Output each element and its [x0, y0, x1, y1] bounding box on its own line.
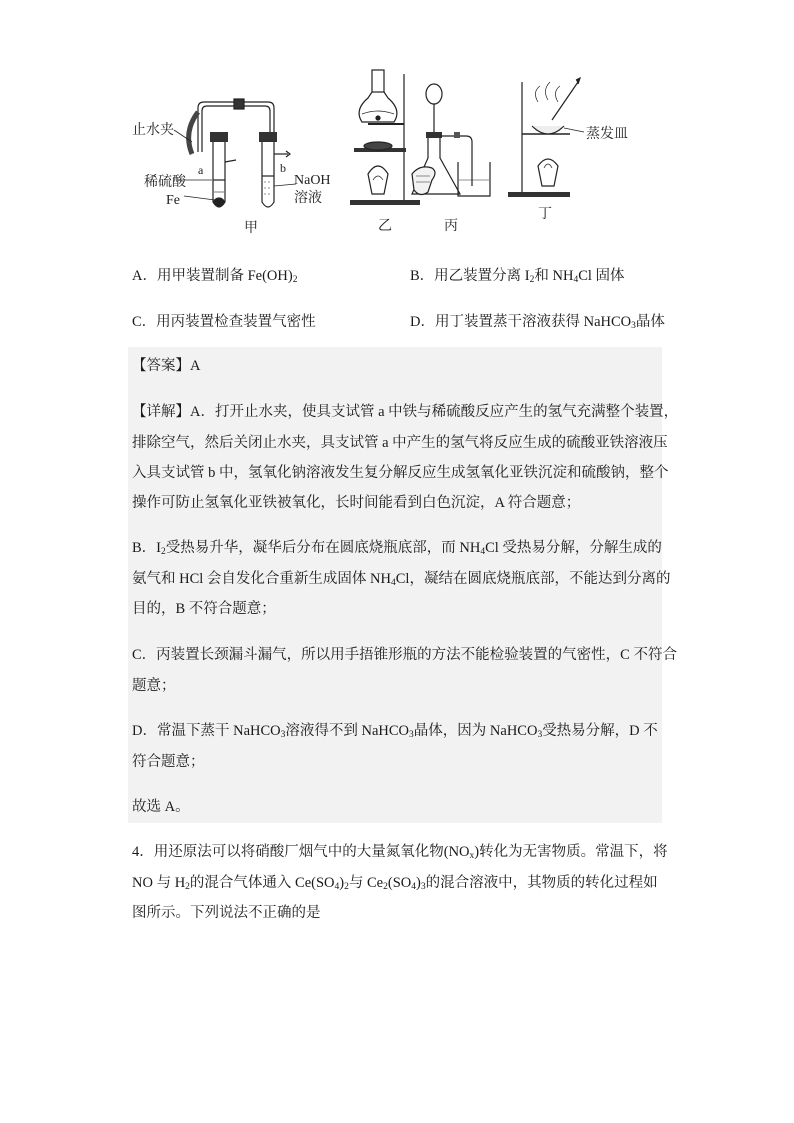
label-clamp: 止水夹: [132, 123, 174, 138]
q4-sub-1: x: [469, 851, 475, 861]
q4-sub-5: 2: [383, 882, 388, 892]
option-b-sub1: 2: [529, 275, 535, 285]
detail-line-3: 入具支试管 b 中，氢氧化钠溶液发生复分解反应生成氢氧化亚铁沉淀和硫酸钠，整个: [132, 465, 669, 481]
detail-line-2: 排除空气，然后关闭止水夹，具支试管 a 中产生的氢气将反应生成的硫酸亚铁溶液压: [132, 435, 668, 451]
q4-text-5: ): [339, 875, 345, 891]
label-acid: 稀硫酸: [144, 175, 186, 190]
b-sub-2: 4: [480, 547, 486, 557]
label-iron: Fe: [166, 193, 180, 208]
apparatus-jia: [189, 99, 290, 207]
b-sub-3: 4: [391, 578, 396, 588]
q4-sub-4: 2: [344, 882, 349, 892]
label-dish: 蒸发皿: [586, 127, 628, 142]
b-text-3: Cl 受热易分解，分解生成的: [485, 540, 662, 556]
b-text-1: B．I: [132, 540, 161, 556]
option-c: [132, 312, 316, 332]
question4-line-1: [132, 842, 668, 862]
label-ding: 丁: [538, 207, 552, 222]
conclusion: 故选 A。: [132, 799, 190, 815]
apparatus-diagram: [128, 62, 668, 242]
detail-c-line-1: C．丙装置长颈漏斗漏气，所以用手捂锥形瓶的方法不能检验装置的气密性，C 不符合: [132, 647, 677, 663]
d-sub-3: 3: [537, 730, 543, 740]
q4-text-4: 的混合气体通入 Ce(SO: [189, 875, 335, 891]
apparatus-ding: [508, 78, 584, 197]
detail-b-line-1: [132, 538, 662, 558]
q4-text-7: (SO: [387, 875, 412, 891]
option-c-text: C．用丙装置检查装置气密性: [132, 314, 316, 330]
label-yi: 乙: [378, 219, 392, 234]
q4-text-1: 4．用还原法可以将硝酸厂烟气中的大量氮氧化物(NO: [132, 844, 470, 860]
apparatus-figure: [128, 62, 668, 242]
label-jia: 甲: [244, 221, 258, 236]
b-text-4: 氨气和 HCl 会自发化合重新生成固体 NH: [132, 571, 391, 587]
q4-text-9: 的混合溶液中，其物质的转化过程如: [425, 875, 658, 891]
option-d: [410, 312, 665, 332]
detail-b-line-3: 目的，B 不符合题意；: [132, 601, 276, 617]
q4-text-2: )转化为无害物质。常温下，将: [474, 844, 668, 860]
label-solution: 溶液: [294, 191, 322, 206]
q4-sub-7: 3: [420, 882, 426, 892]
answer-label: 【答案】A: [132, 358, 201, 374]
detail-line-4: 操作可防止氢氧化亚铁被氧化，长时间能看到白色沉淀，A 符合题意；: [132, 495, 581, 511]
option-b-sub2: 4: [573, 275, 579, 285]
q4-text-8: ): [415, 875, 421, 891]
option-b-mid: 和 NH: [534, 268, 574, 284]
question4-line-2: [132, 873, 658, 893]
q4-text-3: NO 与 H: [132, 875, 186, 891]
d-sub-1: 3: [280, 730, 286, 740]
b-text-5: Cl，凝结在圆底烧瓶底部，不能达到分离的: [395, 571, 671, 587]
option-d-text: D．用丁装置蒸干溶液获得 NaHCO: [410, 314, 632, 330]
detail-c-line-2: 题意；: [132, 678, 176, 694]
option-a-text: A．用甲装置制备 Fe(OH): [132, 268, 293, 284]
label-tube-b: b: [280, 161, 286, 175]
d-text-3: 晶体，因为 NaHCO: [413, 723, 538, 739]
b-text-2: 受热易升华，凝华后分布在圆底烧瓶底部，而 NH: [165, 540, 481, 556]
b-sub-1: 2: [161, 547, 166, 557]
question4-line-3: 图所示。下列说法不正确的是: [132, 905, 321, 921]
apparatus-yi: [350, 70, 420, 205]
option-a: [132, 266, 297, 286]
d-sub-2: 3: [409, 730, 414, 740]
option-d-suffix: 晶体: [635, 314, 665, 330]
detail-d-line-1: [132, 721, 658, 741]
option-b: [410, 266, 625, 286]
q4-sub-3: 4: [334, 882, 340, 892]
option-b-text: B．用乙装置分离 I: [410, 268, 530, 284]
d-text-2: 溶液得不到 NaHCO: [285, 723, 410, 739]
d-text-4: 受热易分解，D 不: [542, 723, 658, 739]
option-a-sub: 2: [292, 275, 298, 285]
apparatus-bing: [412, 84, 490, 196]
label-bing: 丙: [444, 219, 458, 234]
q4-text-6: 与 Ce: [348, 875, 384, 891]
option-b-suffix: Cl 固体: [578, 268, 625, 284]
q4-sub-2: 2: [185, 882, 190, 892]
q4-sub-6: 4: [411, 882, 416, 892]
detail-d-line-2: 符合题意；: [132, 754, 205, 770]
option-d-sub: 3: [631, 321, 636, 331]
detail-b-line-2: [132, 569, 670, 589]
label-naoh: NaOH: [294, 173, 331, 188]
d-text-1: D．常温下蒸干 NaHCO: [132, 723, 281, 739]
label-tube-a: a: [198, 163, 204, 177]
detail-line-1: 【详解】A．打开止水夹，使具支试管 a 中铁与稀硫酸反应产生的氢气充满整个装置，: [132, 404, 679, 420]
